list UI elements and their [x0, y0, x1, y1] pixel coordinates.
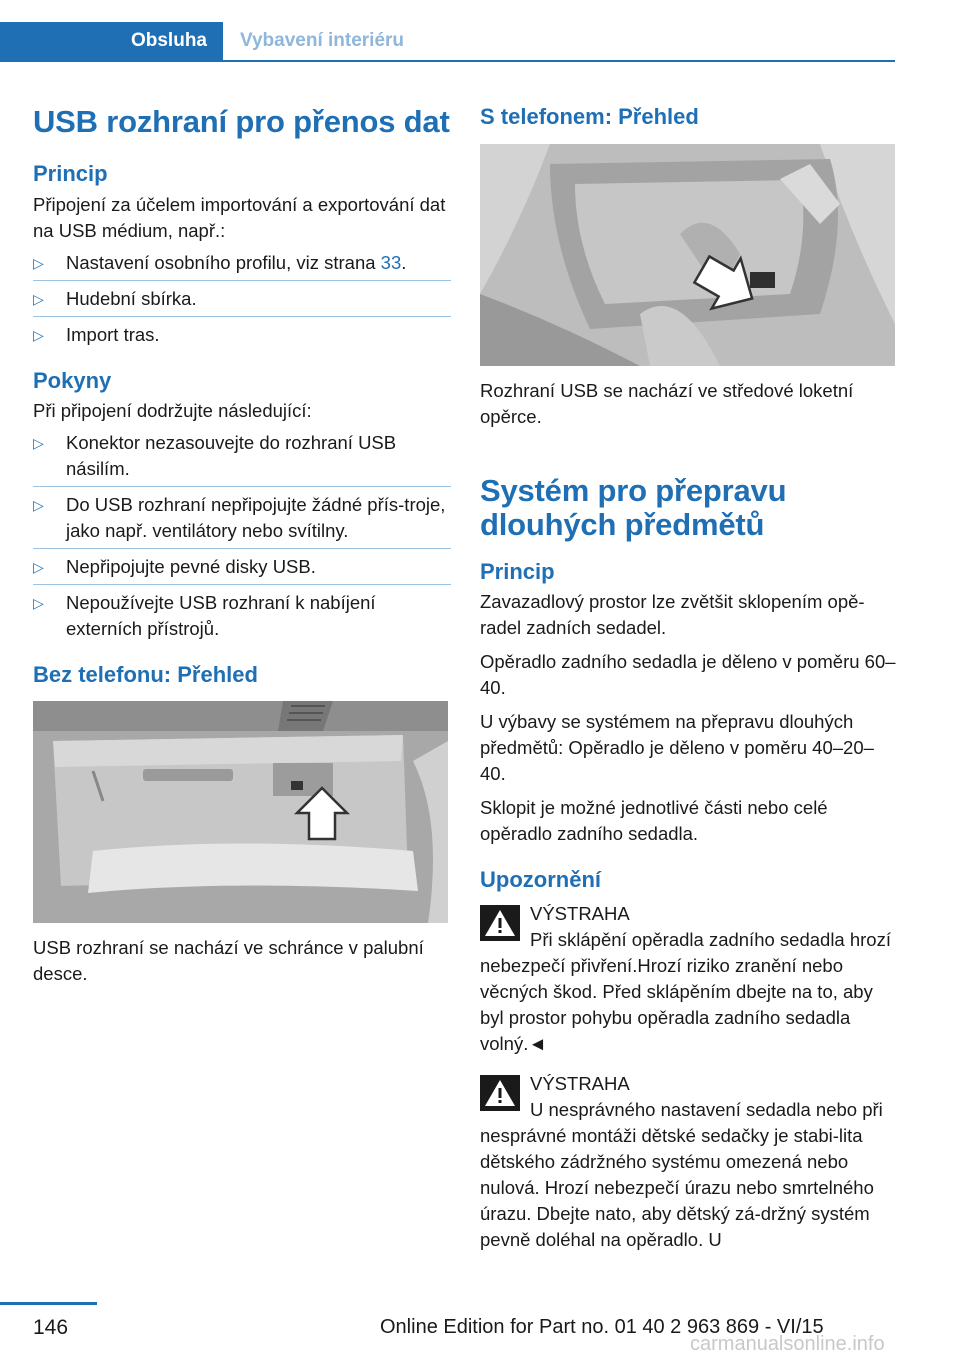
heading-bez-telefonu: Bez telefonu: Přehled: [33, 662, 258, 687]
left-column: [33, 100, 451, 987]
watermark: carmanualsonline.info: [690, 1333, 885, 1355]
right-column: [480, 100, 896, 1253]
triangle-bullet-icon: ▷: [33, 291, 44, 307]
heading-princip-2: Princip: [480, 559, 555, 584]
page-number: 146: [33, 1316, 69, 1339]
list-divider: [33, 280, 451, 281]
warning-triangle-icon: [480, 1075, 520, 1111]
system-paragraph-3: U výbavy se systémem na přepravu dlouhých předmětů: Opěradlo je děleno v poměru 40–20–40.: [480, 711, 874, 784]
tab-obsluha[interactable]: Obsluha: [0, 22, 223, 60]
glovebox-illustration: [33, 701, 448, 923]
triangle-bullet-icon: ▷: [33, 595, 44, 611]
list-divider: [33, 584, 451, 585]
warning-text: Při sklápění opěradla zadního sedadla hrozí nebezpečí přivření.Hrozí riziko zranění nebo věcných škod. Před sklápěním dbejte na to, aby byl prostor pohybu opěradla zadního sedadla volný.◄: [480, 929, 891, 1054]
list-divider: [33, 548, 451, 549]
list-item: ▷ Hudební sbírka.: [33, 286, 451, 312]
pokyny-text: Při připojení dodržujte následující:: [33, 400, 312, 421]
list-item: ▷ Do USB rozhraní nepřipojujte žádné přís‐troje, jako např. ventilátory nebo svítilny.: [33, 494, 446, 541]
system-paragraph-4: Sklopit je možné jednotlivé části nebo celé opěradlo zadního sedadla.: [480, 797, 828, 844]
heading-s-telefonem: S telefonem: Přehled: [480, 104, 699, 129]
warning-triangle-icon: [480, 905, 520, 941]
warning-block-2: [480, 1071, 896, 1253]
page-link-33[interactable]: 33: [380, 252, 402, 273]
triangle-bullet-icon: ▷: [33, 559, 44, 575]
header-rule: [0, 60, 895, 62]
system-paragraph-1: Zavazadlový prostor lze zvětšit sklopením opě‐radel zadních sedadel.: [480, 591, 865, 638]
triangle-bullet-icon: ▷: [33, 255, 44, 271]
list-divider: [33, 486, 451, 487]
pokyny-list: [33, 430, 451, 642]
heading-upozorneni: Upozornění: [480, 867, 601, 892]
heading-pokyny: Pokyny: [33, 368, 112, 393]
heading-princip: Princip: [33, 161, 108, 186]
princip-text: Připojení za účelem importování a exportování dat na USB médium, např.:: [33, 194, 446, 241]
warning-label: VÝSTRAHA: [530, 903, 630, 924]
section-title-system: Systém pro přepravu dlouhých předmětů: [480, 473, 787, 542]
tab-vybaveni-interieru[interactable]: Vybavení interiéru: [240, 30, 405, 51]
triangle-bullet-icon: ▷: [33, 435, 44, 451]
armrest-illustration: [480, 144, 895, 366]
footer-rule: [0, 1302, 97, 1305]
system-paragraph-2: Opěradlo zadního sedadla je děleno v poměru 60–40.: [480, 651, 896, 698]
warning-block-1: [480, 901, 896, 1057]
princip-list: [33, 250, 451, 348]
list-item: ▷ Konektor nezasouvejte do rozhraní USB násilím.: [33, 432, 397, 479]
list-item: ▷ Nepřipojujte pevné disky USB.: [33, 554, 451, 580]
triangle-bullet-icon: ▷: [33, 497, 44, 513]
page-header: [0, 0, 895, 62]
section-title-usb: USB rozhraní pro přenos dat: [33, 104, 450, 139]
armrest-usb-photo: [480, 144, 895, 366]
list-item: ▷ Nepoužívejte USB rozhraní k nabíjení externích přístrojů.: [33, 592, 376, 639]
caption-bez-telefonu: USB rozhraní se nachází ve schránce v palubní desce.: [33, 937, 424, 984]
list-divider: [33, 316, 451, 317]
triangle-bullet-icon: ▷: [33, 327, 44, 343]
list-item: ▷ Nastavení osobního profilu, viz strana 33.: [33, 250, 451, 276]
glovebox-usb-photo: [33, 701, 448, 923]
warning-text: U nesprávného nastavení sedadla nebo při nesprávné montáži dětské sedačky je stabi‐lita dětského zádržného systému omezená nebo nulová. Hrozí nebezpečí úrazu nebo smrtelného úrazu. Dbejte nato, aby dětský zá‐držný systém pevně doléhal na opěradlo. U: [480, 1099, 883, 1250]
edition-note: Online Edition for Part no. 01 40 2 963 869 - VI/15: [380, 1316, 824, 1338]
caption-s-telefonem: Rozhraní USB se nachází ve středové loketní opěrce.: [480, 380, 854, 427]
warning-label: VÝSTRAHA: [530, 1073, 630, 1094]
list-item: ▷ Import tras.: [33, 322, 451, 348]
